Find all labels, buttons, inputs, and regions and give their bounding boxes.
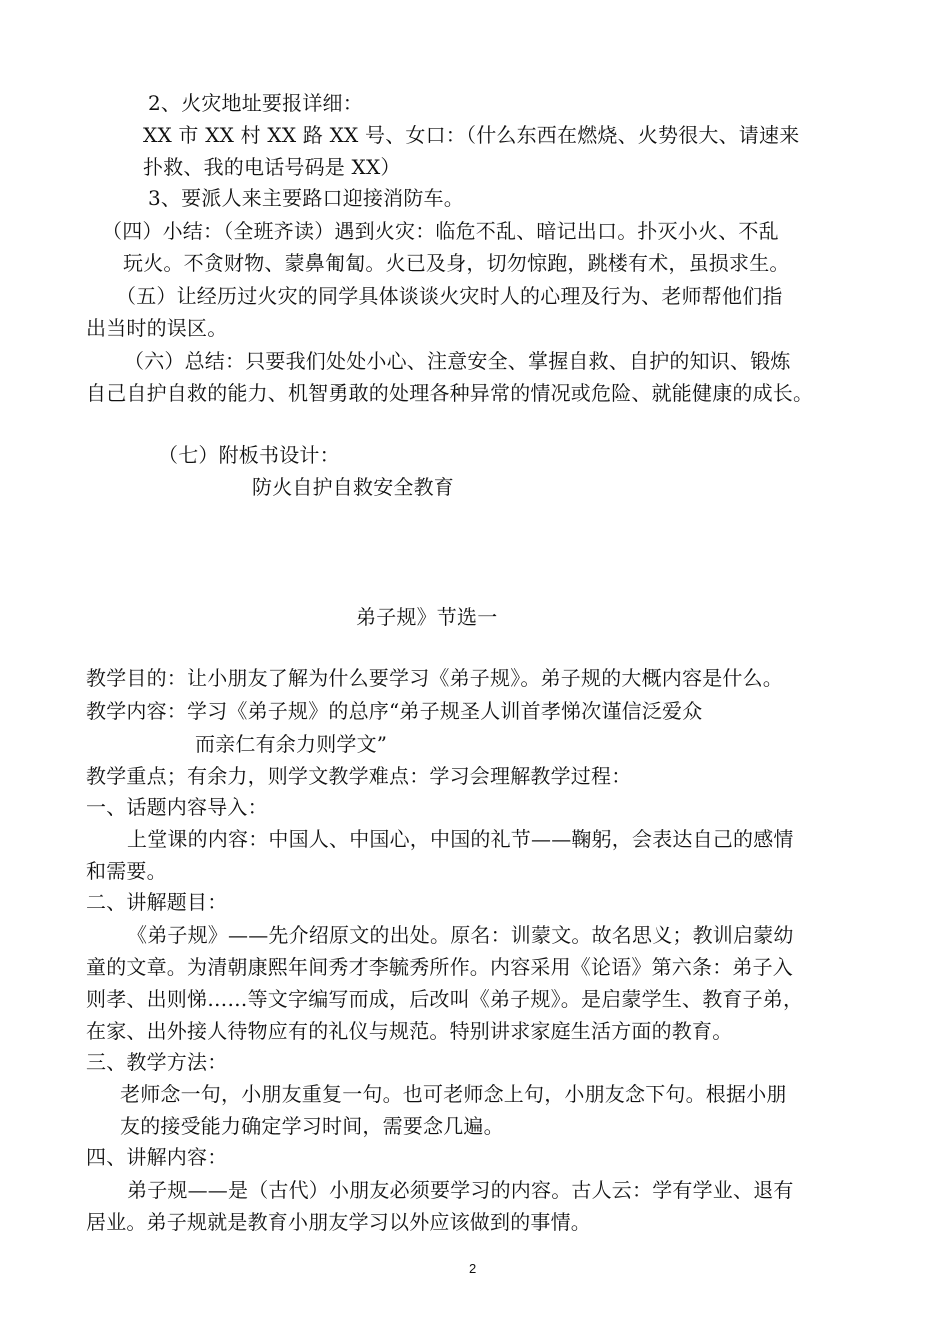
text-line: 四、讲解内容： [86, 1145, 228, 1169]
text-line: （四）小结：（全班齐读）遇到火灾：临危不乱、暗记出口。扑灭小火、不乱 [102, 219, 779, 243]
text-line: 防火自护自救安全教育 [252, 475, 454, 499]
text-line: 教学重点；有余力，则学文教学难点：学习会理解教学过程： [86, 764, 632, 788]
text-line: 上堂课的内容：中国人、中国心，中国的礼节——鞠躬，会表达自己的感情 [127, 827, 794, 851]
text-line: 老师念一句，小朋友重复一句。也可老师念上句，小朋友念下句。根据小朋 [120, 1082, 787, 1106]
text-line: 自己自护自救的能力、机智勇敢的处理各种异常的情况或危险、就能健康的成长。 [86, 381, 814, 405]
text-line: 三、教学方法： [86, 1050, 228, 1074]
text-line: 则孝、出则悌……等文字编写而成，后改叫《弟子规》。是启蒙学生、教育子弟， [86, 987, 804, 1011]
text-line: 一、话题内容导入： [86, 795, 268, 819]
text-line: 而亲仁有余力则学文” [195, 732, 388, 756]
text-line: （六）总结：只要我们处处小心、注意安全、掌握自救、自护的知识、锻炼 [124, 349, 791, 373]
text-line: 友的接受能力确定学习时间，需要念几遍。 [120, 1114, 504, 1138]
text-line: 扑救、我的电话号码是 XX） [143, 155, 401, 179]
text-line: 2、火灾地址要报详细： [148, 91, 363, 115]
text-line: 3、要派人来主要路口迎接消防车。 [148, 186, 464, 210]
text-line: 童的文章。为清朝康熙年间秀才李毓秀所作。内容采用《论语》第六条：弟子入 [86, 955, 793, 979]
text-line: 二、讲解题目： [86, 890, 228, 914]
text-line: 在家、出外接人待物应有的礼仪与规范。特别讲求家庭生活方面的教育。 [86, 1019, 733, 1043]
text-line: 教学目的：让小朋友了解为什么要学习《弟子规》。弟子规的大概内容是什么。 [86, 666, 783, 690]
text-line: 弟子规——是（古代）小朋友必须要学习的内容。古人云：学有学业、退有 [127, 1178, 794, 1202]
page-number: 2 [469, 1261, 477, 1276]
text-line: （五）让经历过火灾的同学具体谈谈火灾时人的心理及行为、老师帮他们指 [116, 284, 783, 308]
text-line: 玩火。不贪财物、蒙鼻匍匐。火已及身，切勿惊跑，跳楼有术，虽损求生。 [123, 251, 790, 275]
text-line: 《弟子规》——先介绍原文的出处。原名：训蒙文。故名思义；教训启蒙幼 [127, 923, 794, 947]
text-line: 和需要。 [86, 859, 167, 883]
section-title: 弟子规》节选一 [356, 605, 498, 629]
text-line: 居业。弟子规就是教育小朋友学习以外应该做到的事情。 [86, 1210, 591, 1234]
text-line: 教学内容：学习《弟子规》的总序“弟子规圣人训首孝悌次谨信泛爱众 [86, 699, 703, 723]
text-line: 出当时的误区。 [86, 316, 228, 340]
text-line: （七）附板书设计： [158, 443, 340, 467]
text-line: XX 市 XX 村 XX 路 XX 号、女口：（什么东西在燃烧、火势很大、请速来 [143, 123, 800, 147]
